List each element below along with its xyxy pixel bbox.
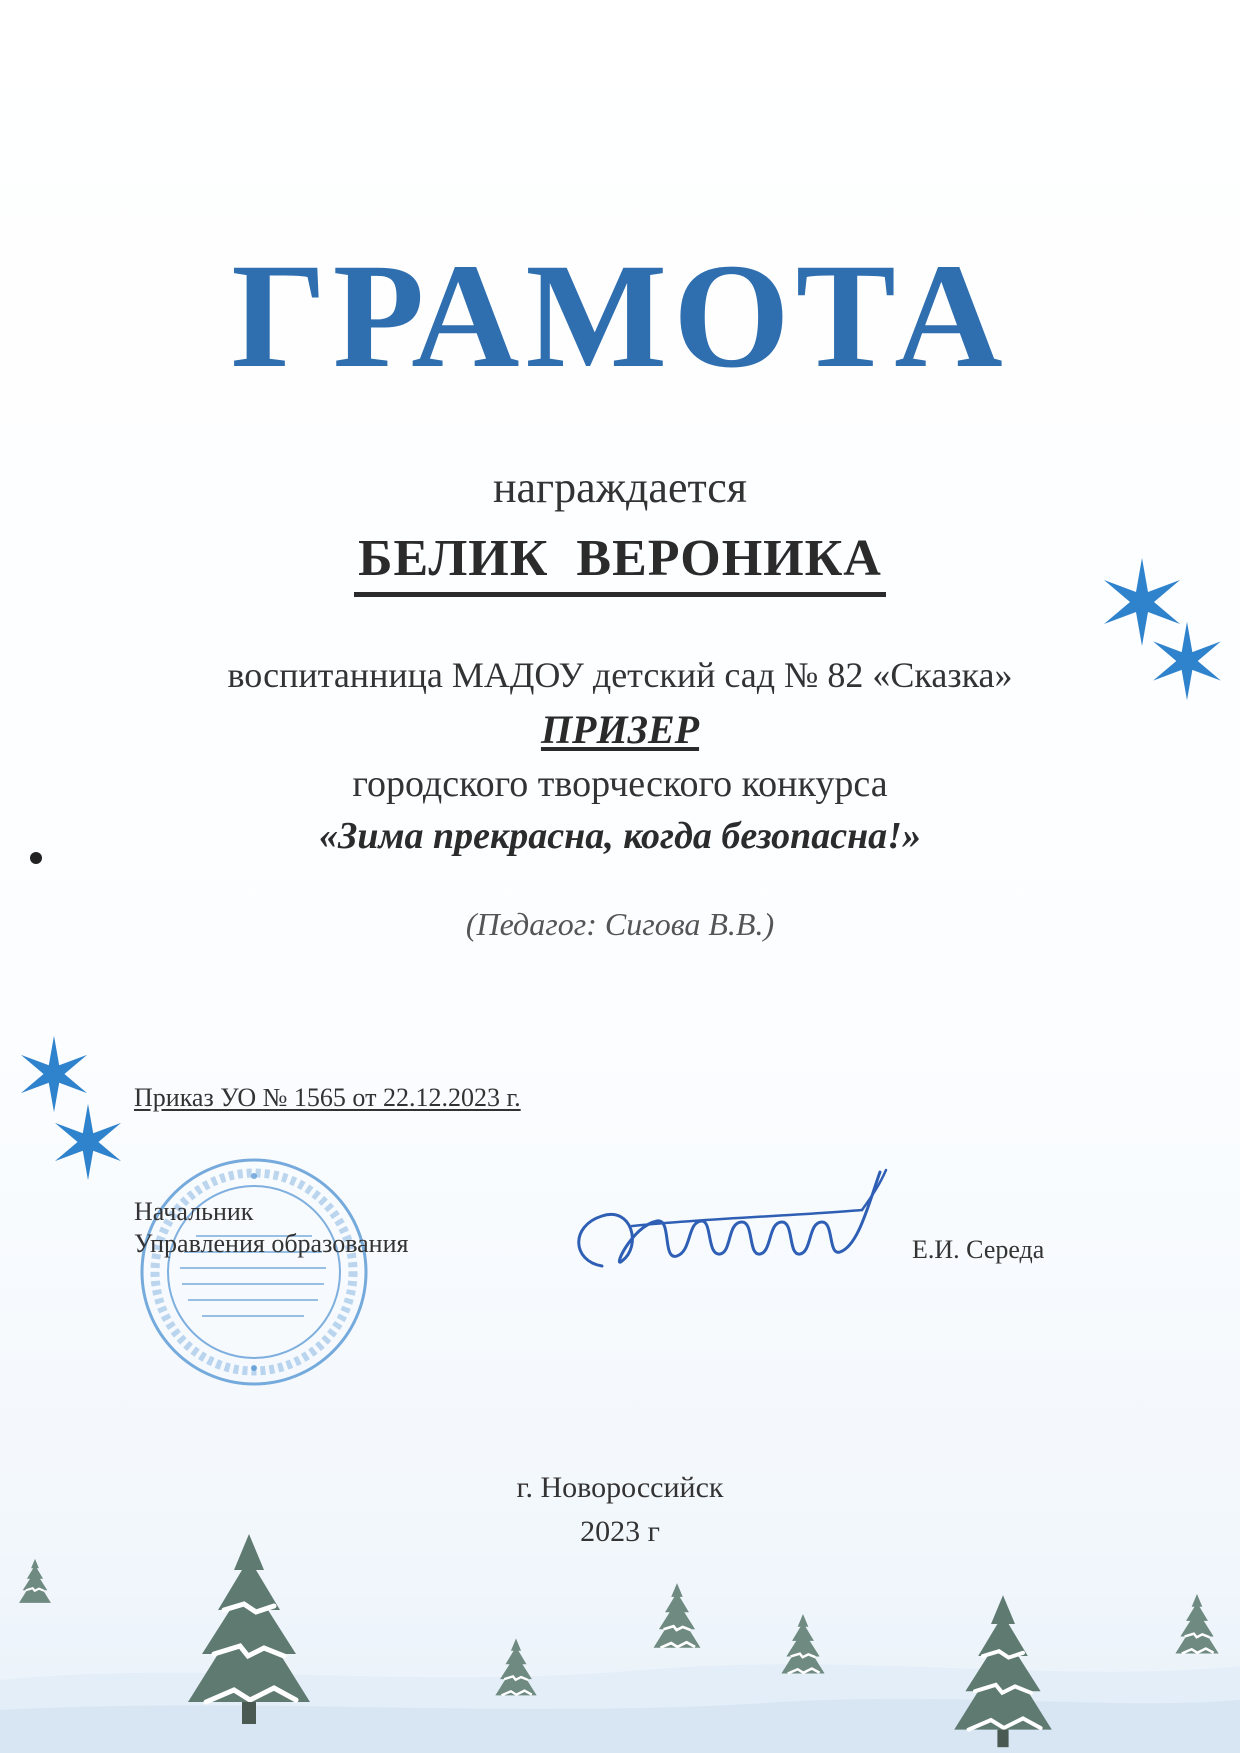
signer-position-line1: Начальник: [134, 1197, 254, 1226]
fir-tree-icon: [780, 1612, 826, 1684]
fir-tree-icon: [948, 1592, 1058, 1752]
signer-name: Е.И. Середа: [912, 1235, 1045, 1264]
fir-tree-icon: [1174, 1592, 1220, 1664]
snowflake-star-icon: [1146, 620, 1228, 702]
stray-dot: [30, 852, 42, 864]
year: 2023 г: [580, 1515, 660, 1548]
fir-tree-icon: [652, 1580, 702, 1660]
awarded-text: награждается: [492, 463, 748, 512]
recipient-name: БЕЛИК ВЕРОНИКА: [354, 528, 886, 597]
contest-name: «Зима прекрасна, когда безопасна!»: [319, 815, 921, 857]
stamp-seal: [136, 1154, 372, 1390]
fir-tree-icon: [18, 1556, 52, 1612]
recipient-description: воспитанница МАДОУ детский сад № 82 «Сказка»: [227, 655, 1013, 695]
order-reference: Приказ УО № 1565 от 22.12.2023 г.: [134, 1083, 521, 1112]
signature: [562, 1166, 902, 1306]
recipient-name-wrap: [0, 528, 1240, 597]
contest-text: городского творческого конкурса: [352, 763, 888, 805]
city: г. Новороссийск: [516, 1471, 724, 1504]
snowflake-star-icon: [48, 1102, 128, 1182]
fir-tree-icon: [494, 1636, 538, 1706]
signer-position-line2: Управления образования: [134, 1229, 409, 1258]
award-status: ПРИЗЕР: [540, 707, 700, 752]
certificate-title: ГРАМОТА: [231, 233, 1009, 399]
signer-position: [134, 1196, 408, 1260]
teacher-name: (Педагог: Сигова В.В.): [465, 906, 775, 942]
fir-tree-icon: [184, 1530, 314, 1730]
award-status-wrap: [0, 706, 1240, 754]
